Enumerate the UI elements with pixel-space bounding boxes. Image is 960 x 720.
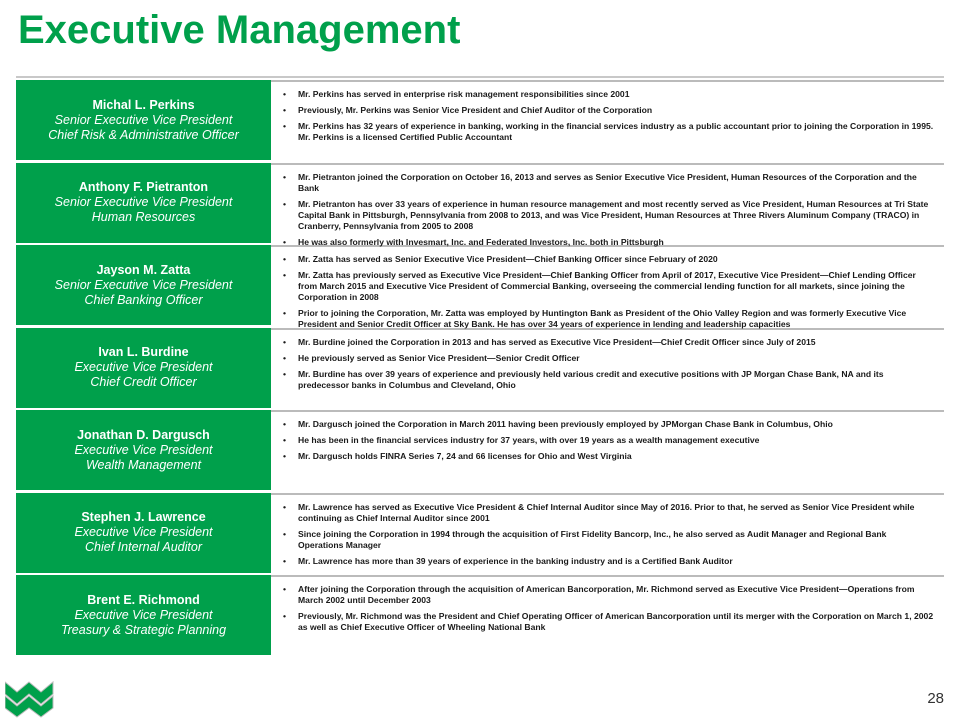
executive-table (16, 80, 944, 658)
bio-bullet: • Mr. Dargusch holds FINRA Series 7, 24 and 66 licenses for Ohio and West Virginia (283, 451, 934, 462)
executive-title: Executive Vice President (74, 442, 213, 457)
executive-name-cell (16, 80, 271, 160)
executive-name: Jayson M. Zatta (96, 262, 191, 277)
bio-bullet: • Previously, Mr. Perkins was Senior Vice President and Chief Auditor of the Corporation (283, 105, 934, 116)
executive-row (16, 245, 944, 329)
executive-row (16, 493, 944, 573)
executive-name-cell (16, 575, 271, 655)
executive-name-cell (16, 328, 271, 408)
executive-title: Treasury & Strategic Planning (60, 622, 227, 637)
bio-bullet: • Since joining the Corporation in 1994 through the acquisition of First Fidelity Bancorp, Inc., he also served as Audit Manager and Regional Bank Operations Manager (283, 529, 934, 551)
executive-title: Executive Vice President (74, 360, 213, 374)
executive-row (16, 410, 944, 490)
executive-name: Anthony F. Pietranton (78, 180, 209, 194)
bio-bullet: • Mr. Pietranton joined the Corporation on October 16, 2013 and serves as Senior Executive Vice President, Human Resources of the Corporation and the Bank (283, 172, 934, 194)
bio-bullet: • Previously, Mr. Richmond was the President and Chief Operating Officer of American Bancorporation until its merger with the Corporation on March 1, 2002 as well as Chief Executive Officer of Wheeling National Bank (283, 611, 934, 633)
executive-bio (271, 80, 944, 160)
executive-name: Jonathan D. Dargusch (77, 427, 210, 442)
executive-bio (271, 575, 944, 655)
bio-bullet: • Mr. Burdine joined the Corporation in 2013 and has served as Executive Vice President—Chief Credit Officer since July of 2015 (283, 337, 934, 348)
executive-name-cell (16, 493, 271, 573)
executive-name: Stephen J. Lawrence (81, 510, 206, 524)
executive-bio (271, 328, 944, 408)
executive-title: Senior Executive Vice President (54, 112, 233, 127)
page-title: Executive Management (18, 8, 461, 52)
executive-name-cell (16, 410, 271, 490)
executive-title: Human Resources (91, 210, 196, 224)
executive-title: Executive Vice President (74, 607, 213, 622)
executive-title: Chief Internal Auditor (85, 540, 202, 554)
executive-title: Chief Credit Officer (90, 375, 197, 389)
bio-bullet: • Mr. Lawrence has served as Executive Vice President & Chief Internal Auditor since May of 2016. Prior to that, he served as Senior Vice President while continuing as Chief Internal Auditor since 2001 (283, 502, 934, 524)
executive-title: Senior Executive Vice President (54, 277, 233, 292)
executive-title: Wealth Management (85, 457, 202, 472)
executive-row (16, 328, 944, 408)
bio-bullet: • Mr. Zatta has served as Senior Executive Vice President—Chief Banking Officer since February of 2020 (283, 254, 934, 265)
executive-row (16, 575, 944, 655)
page-number: 28 (927, 690, 944, 707)
executive-row (16, 80, 944, 160)
executive-bio (271, 163, 944, 247)
executive-name-cell (16, 163, 271, 243)
wesbanco-logo-icon (5, 680, 55, 718)
executive-bio (271, 493, 944, 573)
executive-title: Executive Vice President (74, 525, 213, 539)
bio-bullet: • Mr. Perkins has 32 years of experience in banking, working in the financial services industry as a public accountant prior to joining the Corporation in 1995. Mr. Perkins is a licensed Certified Public Accountant (283, 121, 934, 143)
title-divider (16, 76, 944, 78)
executive-title: Chief Risk & Administrative Officer (48, 127, 239, 142)
bio-bullet: • Mr. Pietranton has over 33 years of experience in human resource management and most recently served as Vice President, Human Resources at Tri State Capital Bank in Pittsburgh, Pennsylvania from 2008 to 2013, and was Vice President, Human Resources at Three Rivers Aluminum Company (TRACO) in Cranberry, Pennsylvania from 2005 to 2008 (283, 199, 934, 232)
executive-name-cell (16, 245, 271, 325)
bio-bullet: • Mr. Lawrence has more than 39 years of experience in the banking industry and is a Certified Bank Auditor (283, 556, 934, 567)
bio-bullet: • Mr. Burdine has over 39 years of experience and previously held various credit and executive positions with JP Morgan Chase Bank, NA and its predecessor banks in Columbus and Cleveland, Ohio (283, 369, 934, 391)
executive-name: Brent E. Richmond (87, 592, 200, 607)
bio-bullet: • After joining the Corporation through the acquisition of American Bancorporation, Mr. Richmond served as Executive Vice President—Operations from March 2002 until December 2003 (283, 584, 934, 606)
bio-bullet: • He was also formerly with Invesmart, Inc. and Federated Investors, Inc. both in Pittsburgh (283, 237, 934, 248)
bio-bullet: • Mr. Zatta has previously served as Executive Vice President—Chief Banking Officer from April of 2017, Executive Vice President—Chief Lending Officer from March 2015 and Executive Vice President of Commercial Banking, overseeing the commercial lending function for all markets, since joining the Corporation in 2008 (283, 270, 934, 303)
bio-bullet: • Mr. Dargusch joined the Corporation in March 2011 having been previously employed by JPMorgan Chase Bank in Columbus, Ohio (283, 419, 934, 430)
executive-name: Michal L. Perkins (92, 97, 195, 112)
executive-name: Ivan L. Burdine (98, 345, 189, 359)
executive-bio (271, 245, 944, 329)
executive-bio (271, 410, 944, 490)
executive-title: Chief Banking Officer (84, 292, 203, 307)
executive-title: Senior Executive Vice President (54, 195, 233, 209)
bio-bullet: • Mr. Perkins has served in enterprise risk management responsibilities since 2001 (283, 89, 934, 100)
bio-bullet: • Prior to joining the Corporation, Mr. Zatta was employed by Huntington Bank as President of the Ohio Valley Region and was formerly Executive Vice President and Senior Credit Officer at Sky Bank. He has over 34 years of experience in lending and leadership capacities (283, 308, 934, 330)
executive-row (16, 163, 944, 247)
bio-bullet: • He previously served as Senior Vice President—Senior Credit Officer (283, 353, 934, 364)
bio-bullet: • He has been in the financial services industry for 37 years, with over 19 years as a wealth management executive (283, 435, 934, 446)
